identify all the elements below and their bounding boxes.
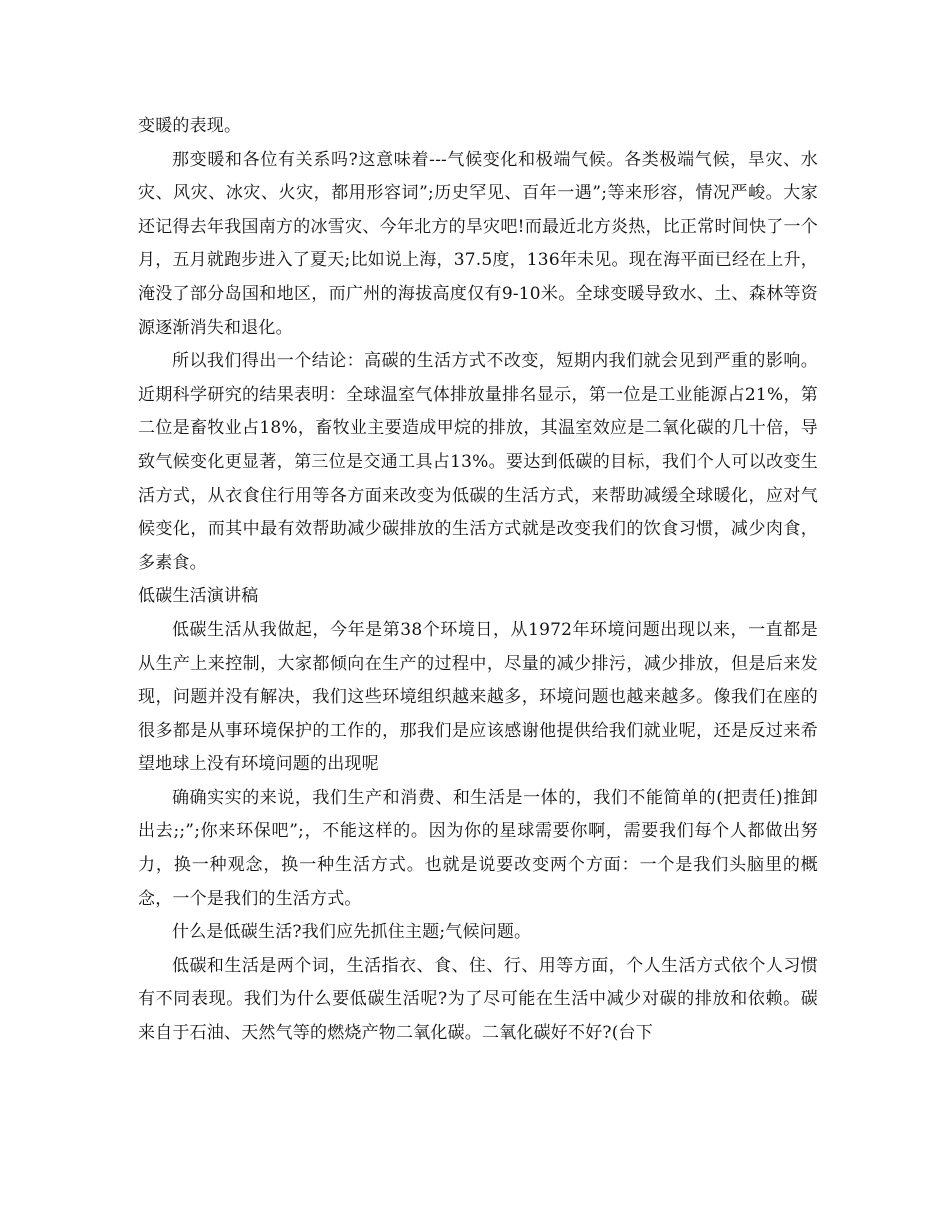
paragraph-what-is-low-carbon: 什么是低碳生活?我们应先抓住主题;气候问题。: [172, 922, 532, 943]
paragraph-extreme-climate: 那变暖和各位有关系吗?这意味着---气候变化和极端气候。各类极端气候，旱灾、水灾、风灾、冰灾、火灾，都用形容词”;历史罕见、百年一遇”;等来形容，情况严峻。大家还记得去年我国南方的冰雪灾、今年北方的旱灾吧!而最近北方炎热，比正常时间快了一个月，五月就跑步进入了夏天;比如说上海，37.5度，136年未见。现在海平面已经在上升，淹没了部分岛国和地区，而广州的海拔高度仅有9-10米。全球变暖导致水、土、森林等资源逐渐消失和退化。: [138, 149, 818, 338]
paragraph-low-carbon-start: 低碳生活从我做起，今年是第38个环境日，从1972年环境问题出现以来，一直都是从生产上来控制，大家都倾向在生产的过程中，尽量的减少排污，减少排放，但是后来发现，问题并没有解决，我们这些环境组织越来越多，环境问题也越来越多。像我们在座的很多都是从事环境保护的工作的，那我们是应该感谢他提供给我们就业呢，还是反过来希望地球上没有环境问题的出现呢: [138, 619, 818, 775]
paragraph-conclusion: 所以我们得出一个结论：高碳的生活方式不改变，短期内我们就会见到严重的影响。近期科学研究的结果表明：全球温室气体排放量排名显示，第一位是工业能源占21%，第二位是畜牧业占18%，畜牧业主要造成甲烷的排放，其温室效应是二氧化碳的几十倍，导致气候变化更显著，第三位是交通工具占13%。要达到低碳的目标，我们个人可以改变生活方式，从衣食住行用等各方面来改变为低碳的生活方式，来帮助减缓全球暖化，应对气候变化，而其中最有效帮助减少碳排放的生活方式就是改变我们的饮食习惯，减少肉食，多素食。: [138, 351, 818, 573]
section-heading: 低碳生活演讲稿: [138, 586, 259, 607]
paragraph-low-carbon-life: 低碳和生活是两个词，生活指衣、食、住、行、用等方面，个人生活方式依个人习惯有不同表现。我们为什么要低碳生活呢?为了尽可能在生活中减少对碳的排放和依赖。碳来自于石油、天然气等的燃烧产物二氧化碳。二氧化碳好不好?(台下: [138, 955, 818, 1044]
paragraph-continuation: 变暖的表现。: [138, 116, 242, 136]
paragraph-production-consumption: 确确实实的来说，我们生产和消费、和生活是一体的，我们不能简单的(把责任)推卸出去;;”;你来环保吧”;，不能这样的。因为你的星球需要你啊，需要我们每个人都做出努力，换一种观念，换一种生活方式。也就是说要改变两个方面：一个是我们头脑里的概念，一个是我们的生活方式。: [138, 787, 818, 909]
document-body: [138, 110, 818, 1051]
